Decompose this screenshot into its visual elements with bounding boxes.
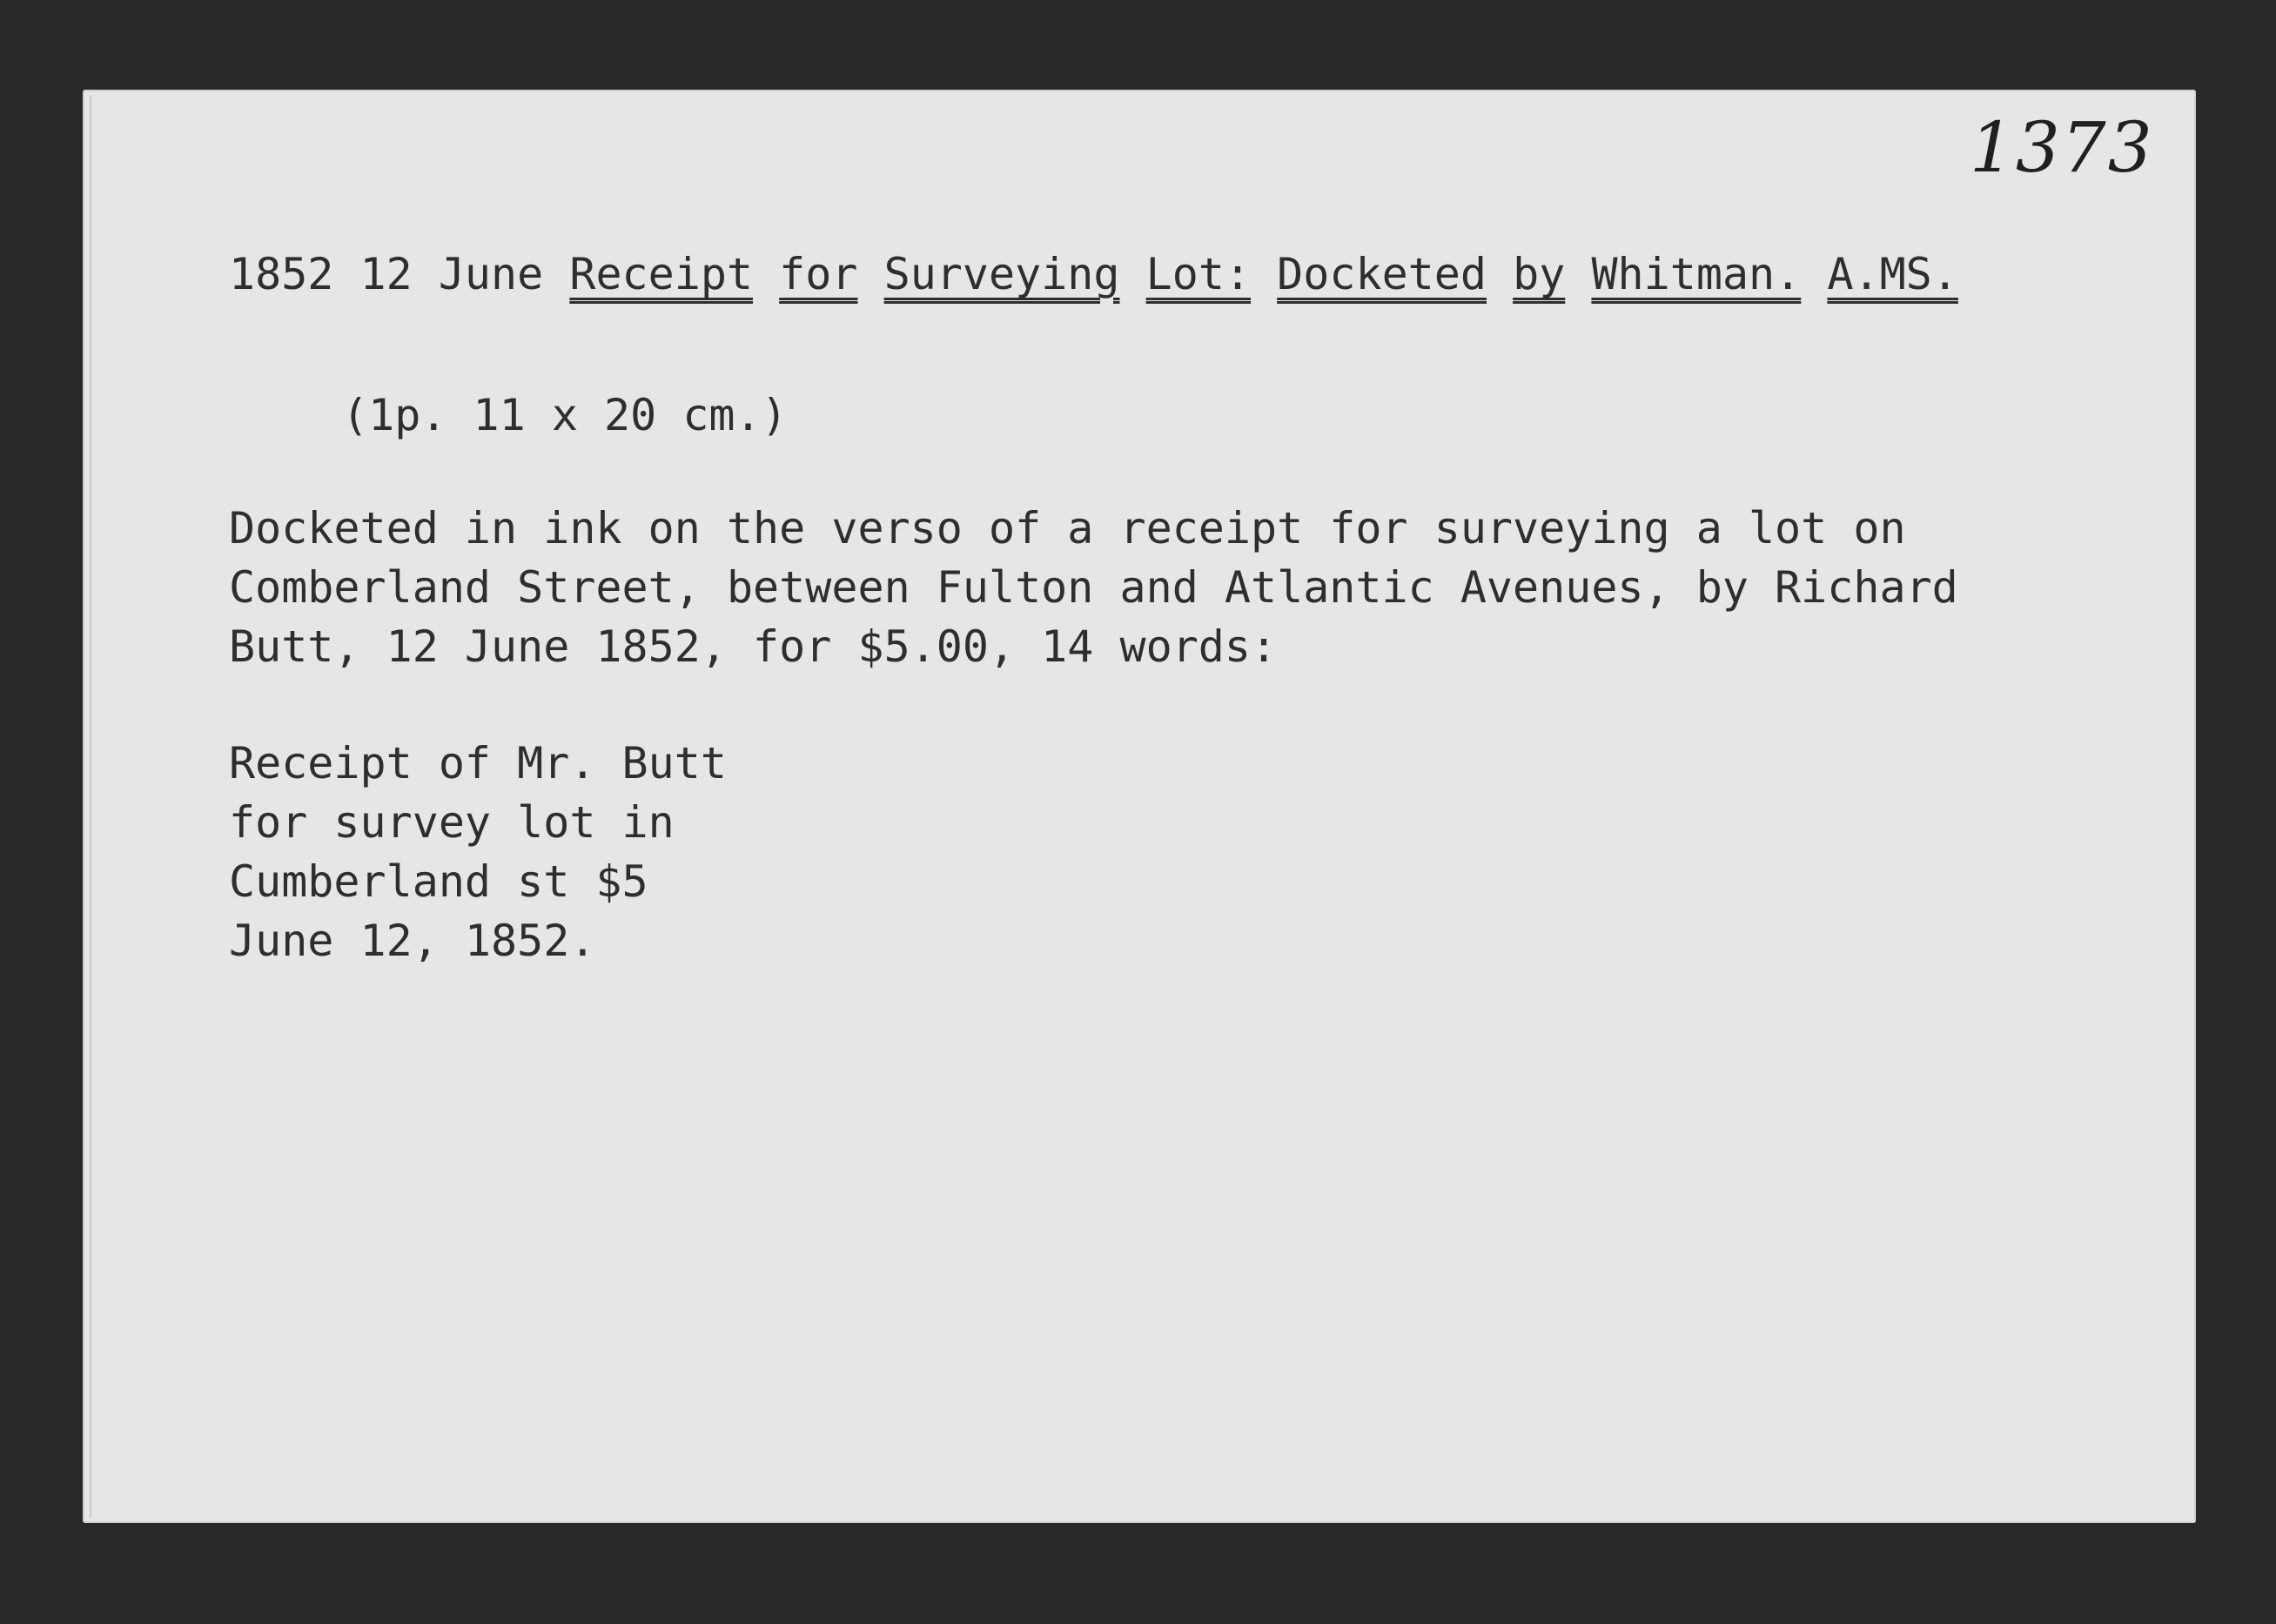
title-ams: A.MS.	[1827, 249, 1958, 299]
catalog-card	[83, 90, 2196, 1523]
title-receipt: Receipt	[569, 249, 754, 299]
title-by: by	[1513, 249, 1566, 299]
docket-line: June 12, 1852.	[229, 916, 596, 966]
title-lot: Lot:	[1145, 249, 1252, 299]
description-line: Butt, 12 June 1852, for $5.00, 14 words:	[229, 621, 1278, 672]
docket-line: for survey lot in	[229, 797, 675, 848]
title-whitman: Whitman.	[1591, 249, 1802, 299]
manuscript-number: 1373	[1970, 107, 2154, 188]
description-line: Comberland Street, between Fulton and Atlantic Avenues, by Richard	[229, 562, 1958, 613]
docket-line: Cumberland st $5	[229, 856, 648, 907]
physical-description: (1p. 11 x 20 cm.)	[342, 390, 788, 440]
title-docketed: Docketed	[1277, 249, 1487, 299]
title-surveying: Surveying	[883, 249, 1120, 299]
docket-line: Receipt of Mr. Butt	[229, 738, 727, 789]
description-paragraph	[229, 499, 1958, 676]
card-title	[229, 245, 1958, 304]
description-line: Docketed in ink on the verso of a receipt for surveying a lot on	[229, 503, 1906, 554]
docket-transcription	[229, 734, 727, 970]
title-date: 1852 12 June	[229, 249, 544, 299]
title-for: for	[779, 249, 858, 299]
